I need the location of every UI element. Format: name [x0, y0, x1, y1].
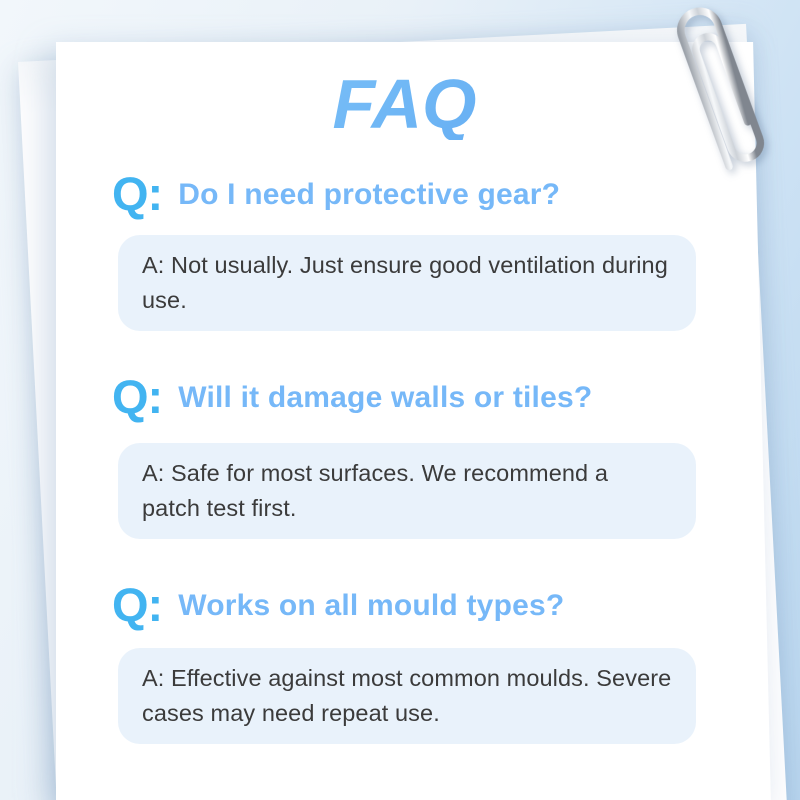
answer-text: A: Effective against most common moulds. Severe cases may need repeat use.	[142, 665, 672, 726]
answer-card-2	[118, 443, 696, 539]
q-badge: Q:	[112, 578, 163, 631]
answer-card-1	[118, 235, 696, 331]
question-row-2	[112, 370, 593, 423]
q-badge: Q:	[112, 370, 163, 423]
faq-content	[56, 42, 753, 800]
question-row-3	[112, 578, 565, 631]
question-row-1	[112, 167, 561, 220]
q-badge: Q:	[112, 167, 163, 220]
answer-text: A: Not usually. Just ensure good ventilation during use.	[142, 252, 668, 313]
answer-card-3	[118, 648, 696, 744]
main-paper-sheet	[56, 42, 796, 800]
question-text: Will it damage walls or tiles?	[178, 380, 593, 414]
answer-text: A: Safe for most surfaces. We recommend a patch test first.	[142, 460, 609, 521]
page-title: FAQ	[56, 68, 753, 140]
question-text: Works on all mould types?	[178, 588, 565, 622]
question-text: Do I need protective gear?	[178, 177, 561, 211]
